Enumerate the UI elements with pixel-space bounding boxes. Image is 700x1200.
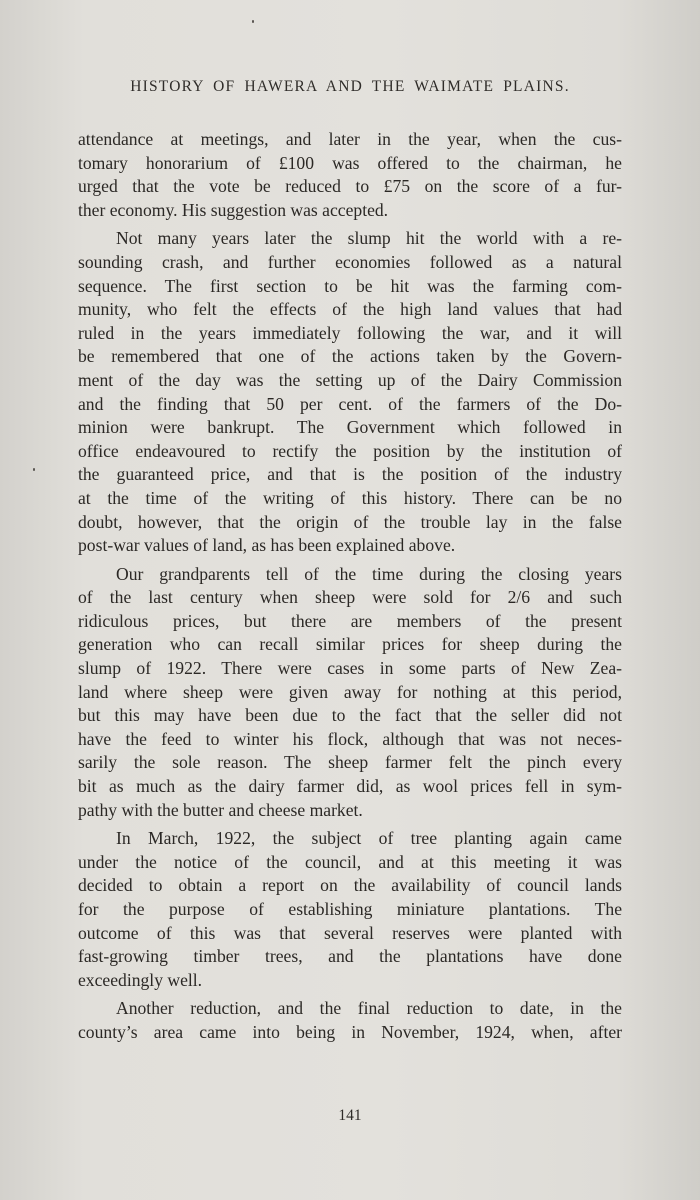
text-line: doubt, however, that the origin of the trouble lay in the false: [78, 511, 622, 532]
text-line: munity, who felt the effects of the high land values that had: [78, 299, 622, 320]
text-line: slump of 1922. There were cases in some parts of New Zea-: [78, 658, 622, 679]
text-line: and the finding that 50 per cent. of the farmers of the Do-: [78, 393, 622, 414]
running-head: HISTORY OF HAWERA AND THE WAIMATE PLAINS.: [130, 78, 570, 95]
text-line: the guaranteed price, and that is the position of the industry: [78, 464, 622, 485]
text-line: exceedingly well.: [78, 969, 203, 990]
text-line: office endeavoured to rectify the position by the institution of: [78, 440, 622, 461]
text-line: Not many years later the slump hit the world with a re-: [116, 228, 622, 249]
text-line: bit as much as the dairy farmer did, as wool prices fell in sym-: [78, 776, 622, 797]
text-line: have the feed to winter his flock, although that was not neces-: [78, 728, 622, 749]
text-line: Another reduction, and the final reduction to date, in the: [116, 998, 622, 1019]
text-line: attendance at meetings, and later in the year, when the cus-: [78, 129, 622, 149]
text-line: ther economy. His suggestion was accepted.: [78, 199, 389, 220]
text-line: sounding crash, and further economies followed as a natural: [78, 251, 622, 272]
page-number: 141: [338, 1107, 362, 1124]
text-line: at the time of the writing of this history. There can be no: [78, 487, 622, 508]
paragraph: [78, 997, 622, 1044]
paragraph: [78, 827, 622, 992]
text-line: ridiculous prices, but there are members of the present: [78, 610, 622, 631]
text-line: pathy with the butter and cheese market.: [78, 799, 363, 820]
body-text: [78, 128, 622, 1045]
text-line: of the last century when sheep were sold for 2/6 and such: [78, 587, 622, 608]
paper-speck: [33, 468, 35, 471]
text-line: be remembered that one of the actions taken by the Govern-: [78, 346, 622, 367]
text-line: minion were bankrupt. The Government which followed in: [78, 417, 622, 438]
text-line: post-war values of land, as has been explained above.: [78, 535, 456, 556]
text-line: outcome of this was that several reserves were planted with: [78, 922, 622, 943]
text-line: tomary honorarium of £100 was offered to the chairman, he: [78, 152, 622, 173]
text-line: urged that the vote be reduced to £75 on the score of a fur-: [78, 176, 622, 197]
text-line: In March, 1922, the subject of tree planting again came: [116, 828, 622, 849]
text-line: for the purpose of establishing miniature plantations. The: [78, 899, 622, 919]
text-line: under the notice of the council, and at this meeting it was: [78, 851, 622, 872]
paragraph: [78, 563, 622, 823]
text-line: Our grandparents tell of the time during the closing years: [116, 563, 622, 584]
paragraph: [78, 227, 622, 557]
text-line: ruled in the years immediately following the war, and it will: [78, 322, 622, 343]
paper-speck: [252, 20, 254, 23]
text-line: ment of the day was the setting up of the Dairy Commission: [78, 369, 622, 390]
text-line: land where sheep were given away for nothing at this period,: [78, 681, 622, 702]
text-line: sequence. The first section to be hit was the farming com-: [78, 275, 622, 296]
text-line: decided to obtain a report on the availability of council lands: [78, 875, 622, 896]
text-line: sarily the sole reason. The sheep farmer felt the pinch every: [78, 752, 622, 773]
text-line: generation who can recall similar prices for sheep during the: [78, 634, 622, 655]
text-line: county’s area came into being in November, 1924, when, after: [78, 1021, 622, 1042]
text-line: but this may have been due to the fact that the seller did not: [78, 705, 622, 726]
paragraph: [78, 128, 622, 222]
text-line: fast-growing timber trees, and the plantations have done: [78, 946, 622, 967]
